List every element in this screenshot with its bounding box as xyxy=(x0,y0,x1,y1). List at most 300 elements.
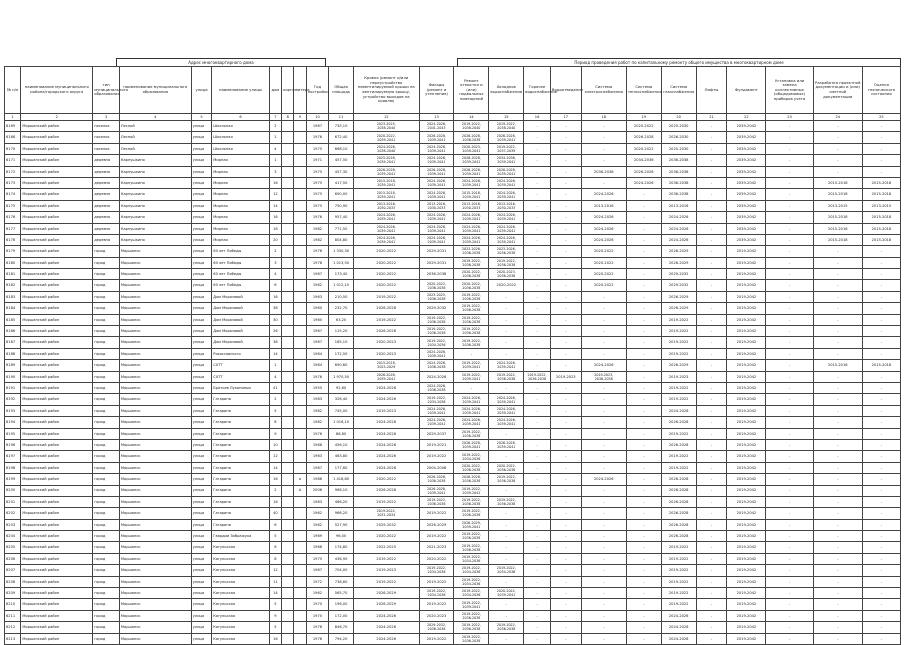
table-cell: Карпушкино xyxy=(119,223,191,234)
column-header-23: Установка или замена коллективных (общедомовых) приборов учета xyxy=(766,67,813,114)
table-cell: - xyxy=(524,542,551,553)
table-cell: 2019-2022 xyxy=(661,553,696,564)
table-cell xyxy=(282,599,294,610)
table-cell: - xyxy=(766,553,813,564)
table-cell: 2 xyxy=(269,394,281,405)
table-cell: - xyxy=(489,348,524,359)
table-cell xyxy=(282,496,294,507)
table-cell xyxy=(294,234,306,245)
table-cell: - xyxy=(489,485,524,496)
table-cell: - xyxy=(626,553,661,564)
table-cell: 2020-2022, 2039-2041 xyxy=(489,588,524,599)
table-cell xyxy=(294,565,306,576)
table-cell: 174,80 xyxy=(329,542,354,553)
table-cell: - xyxy=(696,177,727,188)
table-cell: 6 xyxy=(269,280,281,291)
table-cell: - xyxy=(550,622,581,633)
table-cell: 6183 xyxy=(5,291,21,302)
table-cell: Гагарина xyxy=(212,474,269,485)
table-cell: - xyxy=(581,394,626,405)
table-cell: 2039-2042 xyxy=(727,121,766,132)
column-number-19: 19 xyxy=(626,114,661,121)
table-cell: 1967 xyxy=(306,121,329,132)
table-cell: 6170 xyxy=(5,143,21,154)
table-cell: 16 xyxy=(269,496,281,507)
table-cell: 2019-2042 xyxy=(727,280,766,291)
table-cell: 2024-2026, 2039-2041 xyxy=(489,417,524,428)
table-cell: - xyxy=(581,531,626,542)
table-cell xyxy=(282,246,294,257)
table-cell: 2029-2032, 2036-2038 xyxy=(419,622,454,633)
table-cell: 1970 xyxy=(306,610,329,621)
table-cell: Школьная xyxy=(212,132,269,143)
table-cell: 2039-2042 xyxy=(727,189,766,200)
table-cell: 2019-2022 xyxy=(661,542,696,553)
table-cell xyxy=(282,474,294,485)
table-cell: 2024-2026, 2039-2041 xyxy=(489,394,524,405)
table-cell: 2019-2023, 2036-2038 xyxy=(581,371,626,382)
table-cell: 2019-2042 xyxy=(727,462,766,473)
works-band: Период проведения работ по капитальному ремонту общего имущества в многоквартирном доме xyxy=(457,58,901,66)
table-cell: - xyxy=(626,428,661,439)
table-row xyxy=(5,200,901,211)
table-cell: 2026-2028, 2039-2041 xyxy=(353,166,419,177)
table-cell: 2020-2023 xyxy=(419,610,454,621)
table-cell: - xyxy=(626,485,661,496)
table-cell: улица xyxy=(191,257,212,268)
table-row xyxy=(5,223,901,234)
table-cell: - xyxy=(766,565,813,576)
table-cell: Дом Морозовой xyxy=(212,337,269,348)
table-cell: Карпушкино xyxy=(119,189,191,200)
table-cell xyxy=(282,553,294,564)
table-cell: - xyxy=(766,382,813,393)
table-cell: город xyxy=(93,291,120,302)
table-cell: - xyxy=(813,132,862,143)
table-cell: 1970 xyxy=(306,599,329,610)
table-cell xyxy=(282,314,294,325)
table-cell: - xyxy=(581,496,626,507)
table-cell: - xyxy=(862,337,900,348)
table-cell: 2019-2022 xyxy=(661,326,696,337)
table-cell: улица xyxy=(191,553,212,564)
table-cell: 6194 xyxy=(5,417,21,428)
column-header-4: наименование муниципального образования xyxy=(119,67,191,114)
table-cell: 1986 xyxy=(306,474,329,485)
table-cell: - xyxy=(626,394,661,405)
table-row xyxy=(5,132,901,143)
table-cell: 2019-2042 xyxy=(727,610,766,621)
table-cell: 2024-2026, 2039-2041 xyxy=(454,417,489,428)
table-cell: - xyxy=(766,143,813,154)
table-cell: - xyxy=(550,542,581,553)
table-cell: Моршанск xyxy=(119,417,191,428)
table-cell: 2019-2042 xyxy=(727,326,766,337)
table-cell: - xyxy=(524,132,551,143)
table-cell: 1976 xyxy=(306,428,329,439)
table-cell: улица xyxy=(191,371,212,382)
table-cell: 1969 xyxy=(306,531,329,542)
table-cell xyxy=(294,519,306,530)
table-cell: 2024-2026 xyxy=(353,417,419,428)
table-cell: Моршанский район xyxy=(21,257,93,268)
table-cell: 2020-2023, 2039-2041 xyxy=(454,143,489,154)
table-cell xyxy=(294,622,306,633)
table-cell: 2029-2032 xyxy=(661,280,696,291)
table-cell: - xyxy=(550,610,581,621)
table-cell: - xyxy=(524,246,551,257)
table-cell: - xyxy=(550,588,581,599)
table-cell: - xyxy=(626,622,661,633)
table-cell: 6208 xyxy=(5,576,21,587)
table-cell: Моршанский район xyxy=(21,212,93,223)
table-cell: - xyxy=(766,200,813,211)
table-cell: Лесной xyxy=(119,121,191,132)
table-cell: 2024-2026, 2039-2041 xyxy=(489,189,524,200)
table-cell: - xyxy=(766,428,813,439)
table-cell: - xyxy=(766,576,813,587)
column-header-12: Кровля (ремонт и/или переустройство невентилируемой крыши на вентилируемую крышу, устройство выходов на кровлю) xyxy=(353,67,419,114)
table-cell: - xyxy=(766,508,813,519)
table-cell: город xyxy=(93,428,120,439)
table-cell: 2020-2023 xyxy=(353,337,419,348)
table-cell: - xyxy=(524,633,551,644)
table-cell: 2026-2028 xyxy=(626,132,661,143)
table-cell: 2019-2022 xyxy=(419,531,454,542)
table-cell: улица xyxy=(191,474,212,485)
table-cell: 1964 xyxy=(306,348,329,359)
table-cell: 6190 xyxy=(5,371,21,382)
table-cell: 2024-2026 xyxy=(661,622,696,633)
table-cell: - xyxy=(524,565,551,576)
table-cell: Моршанский район xyxy=(21,360,93,371)
table-cell: - xyxy=(696,166,727,177)
table-cell: - xyxy=(696,280,727,291)
table-cell: деревня xyxy=(93,155,120,166)
table-cell: 2015-2018 xyxy=(813,223,862,234)
table-cell: 2026-2029 xyxy=(661,257,696,268)
table-cell: - xyxy=(581,348,626,359)
table-cell: 846,70 xyxy=(329,622,354,633)
table-cell: 1987 xyxy=(306,462,329,473)
table-cell: - xyxy=(581,405,626,416)
table-row xyxy=(5,531,901,542)
table-cell: 2019-2022 xyxy=(661,394,696,405)
table-cell: - xyxy=(696,326,727,337)
table-cell: 2019-2022, 2039-2041 xyxy=(454,371,489,382)
table-cell: 3 xyxy=(269,257,281,268)
table-cell: Моршанск xyxy=(119,599,191,610)
table-cell: 2019-2022, 2036-2038 xyxy=(454,428,489,439)
column-number-9: 9 xyxy=(294,114,306,121)
table-cell xyxy=(282,633,294,644)
table-cell: 6200 xyxy=(5,485,21,496)
table-cell: - xyxy=(766,610,813,621)
table-cell xyxy=(282,326,294,337)
table-cell: 173,40 xyxy=(329,269,354,280)
table-cell: - xyxy=(696,121,727,132)
table-cell: - xyxy=(696,371,727,382)
table-cell: 18 xyxy=(269,223,281,234)
table-cell: 2024-2026, 2039-2041 xyxy=(419,189,454,200)
table-cell: Кагульская xyxy=(212,588,269,599)
table-cell xyxy=(294,508,306,519)
table-cell xyxy=(294,121,306,132)
table-cell: Моршанский район xyxy=(21,622,93,633)
column-header-24: Разработка проектной документации и (или) сметной документации xyxy=(813,67,862,114)
table-cell: 2019-2022, 2034-2036 xyxy=(454,576,489,587)
table-cell: 2026-2028, 2039-2041 xyxy=(419,166,454,177)
table-cell: - xyxy=(766,496,813,507)
table-cell: 4 xyxy=(269,269,281,280)
table-cell: 2020-2022, 2036-2038 xyxy=(454,269,489,280)
table-cell: - xyxy=(862,485,900,496)
table-cell: - xyxy=(524,303,551,314)
table-cell: - xyxy=(766,246,813,257)
table-cell: - xyxy=(489,291,524,302)
table-cell: 172,50 xyxy=(329,348,354,359)
table-cell: - xyxy=(862,508,900,519)
table-cell: 2024-2026, 2039-2041 xyxy=(489,405,524,416)
table-cell: - xyxy=(550,223,581,234)
table-cell: 2013-2016 xyxy=(661,200,696,211)
table-cell: Моршанск xyxy=(119,508,191,519)
table-cell: 2019-2022 xyxy=(661,428,696,439)
table-cell: 2026-2028, 2039-2041 xyxy=(419,132,454,143)
table-cell: - xyxy=(766,542,813,553)
table-cell: - xyxy=(766,177,813,188)
table-cell: - xyxy=(766,337,813,348)
column-number-22: 22 xyxy=(727,114,766,121)
table-cell: - xyxy=(696,234,727,245)
table-cell: Моршанск xyxy=(119,337,191,348)
table-cell: - xyxy=(696,246,727,257)
table-cell: 2019-2042 xyxy=(727,553,766,564)
table-cell: Гагарина xyxy=(212,405,269,416)
table-cell: 2015-2018, 2039-2041 xyxy=(454,189,489,200)
table-cell: - xyxy=(626,382,661,393)
table-cell: улица xyxy=(191,508,212,519)
table-cell: 210,50 xyxy=(329,291,354,302)
table-cell: - xyxy=(696,542,727,553)
table-cell: 2024-2026 xyxy=(353,610,419,621)
table-cell: 2020-2022 xyxy=(489,280,524,291)
table-cell: 14 xyxy=(269,200,281,211)
table-cell: - xyxy=(524,405,551,416)
table-cell: - xyxy=(524,576,551,587)
table-cell: Моршанский район xyxy=(21,462,93,473)
table-cell: - xyxy=(626,269,661,280)
table-cell: - xyxy=(862,269,900,280)
table-cell: 2015-2018 xyxy=(862,223,900,234)
table-cell: город xyxy=(93,360,120,371)
table-cell: - xyxy=(696,462,727,473)
table-cell: улица xyxy=(191,166,212,177)
table-cell: 38 xyxy=(269,337,281,348)
table-cell xyxy=(282,531,294,542)
column-number-24: 24 xyxy=(813,114,862,121)
table-cell: 172,00 xyxy=(329,610,354,621)
table-cell: - xyxy=(766,394,813,405)
table-cell: 2026-2028, 2039-2041 xyxy=(454,166,489,177)
table-cell: 2034-2036 xyxy=(626,155,661,166)
table-cell: - xyxy=(524,508,551,519)
table-cell: - xyxy=(862,474,900,485)
table-cell: - xyxy=(626,212,661,223)
table-cell: улица xyxy=(191,588,212,599)
table-cell xyxy=(294,462,306,473)
table-cell: город xyxy=(93,485,120,496)
table-cell: - xyxy=(862,371,900,382)
table-cell: - xyxy=(626,189,661,200)
table-cell xyxy=(282,565,294,576)
table-cell: - xyxy=(626,337,661,348)
table-cell: Лесной xyxy=(119,143,191,154)
table-cell: - xyxy=(626,496,661,507)
table-cell: - xyxy=(813,166,862,177)
table-cell: Моршанск xyxy=(119,314,191,325)
table-cell xyxy=(282,371,294,382)
table-row xyxy=(5,474,901,485)
table-cell: 2020-2022 xyxy=(353,246,419,257)
table-cell: улица xyxy=(191,531,212,542)
table-cell: - xyxy=(626,417,661,428)
table-cell: - xyxy=(766,291,813,302)
table-cell: 804,80 xyxy=(329,234,354,245)
table-cell: - xyxy=(489,451,524,462)
table-cell: Моршанск xyxy=(119,291,191,302)
table-cell: 2024-2026, 2039-2041 xyxy=(353,212,419,223)
table-cell: а xyxy=(294,474,306,485)
table-cell: 2019-2022, 2036-2038 xyxy=(454,303,489,314)
table-cell: 2019-2022 xyxy=(661,314,696,325)
table-cell: 2020-2022, 2036-2038 xyxy=(419,280,454,291)
table-cell: - xyxy=(581,508,626,519)
table-cell: - xyxy=(489,337,524,348)
table-cell: - xyxy=(626,234,661,245)
table-cell: улица xyxy=(191,360,212,371)
table-row xyxy=(5,326,901,337)
table-cell: - xyxy=(489,382,524,393)
table-cell: 2019-2022, 2034-2036 xyxy=(454,451,489,462)
table-cell: - xyxy=(581,553,626,564)
table-cell: 1967 xyxy=(306,269,329,280)
table-cell: 14 xyxy=(269,462,281,473)
table-cell: 1 xyxy=(269,360,281,371)
table-cell: Гагарина xyxy=(212,508,269,519)
table-cell: 6181 xyxy=(5,269,21,280)
table-cell: - xyxy=(813,474,862,485)
table-cell: город xyxy=(93,382,120,393)
table-cell: Моршанск xyxy=(119,565,191,576)
table-cell: 14 xyxy=(269,348,281,359)
table-cell: - xyxy=(581,121,626,132)
table-cell: город xyxy=(93,269,120,280)
table-cell: - xyxy=(696,588,727,599)
table-cell: СХТТ xyxy=(212,360,269,371)
table-cell: Дом Морозовой xyxy=(212,303,269,314)
table-cell xyxy=(294,371,306,382)
table-cell: - xyxy=(813,291,862,302)
table-cell: 2039-2042 xyxy=(727,223,766,234)
table-cell: 436,90 xyxy=(329,553,354,564)
table-cell: - xyxy=(766,417,813,428)
table-cell: Моршанский район xyxy=(21,371,93,382)
table-cell: 16 xyxy=(269,633,281,644)
table-cell: 2019-2022 xyxy=(419,508,454,519)
table-cell: - xyxy=(626,462,661,473)
table-cell: Моршанский район xyxy=(21,565,93,576)
table-cell: - xyxy=(813,633,862,644)
table-cell: - xyxy=(766,633,813,644)
table-cell: Гагарина xyxy=(212,417,269,428)
table-cell: - xyxy=(862,405,900,416)
table-cell: - xyxy=(813,542,862,553)
table-cell: Мирная xyxy=(212,166,269,177)
table-cell: - xyxy=(489,610,524,621)
table-cell: - xyxy=(581,462,626,473)
table-cell: 2004-2008 xyxy=(419,462,454,473)
table-cell: 2019-2022, 2036-2038 xyxy=(489,622,524,633)
table-cell: 6203 xyxy=(5,519,21,530)
table-cell xyxy=(282,234,294,245)
table-cell: - xyxy=(626,633,661,644)
table-cell: - xyxy=(696,633,727,644)
column-header-5: улица xyxy=(191,67,212,114)
table-cell: 6207 xyxy=(5,565,21,576)
table-cell: - xyxy=(766,257,813,268)
column-header-6: наименование улицы xyxy=(212,67,269,114)
table-cell: Моршанский район xyxy=(21,291,93,302)
table-cell: - xyxy=(550,348,581,359)
table-cell: СХТТ xyxy=(212,371,269,382)
table-cell: - xyxy=(581,382,626,393)
table-cell xyxy=(282,303,294,314)
column-header-14: Ремонт отмостки и (или) подвальных помещений xyxy=(454,67,489,114)
table-cell: - xyxy=(696,155,727,166)
table-cell: 2024-2026, 2039-2041 xyxy=(419,143,454,154)
table-cell: - xyxy=(524,234,551,245)
table-cell: улица xyxy=(191,462,212,473)
table-body xyxy=(5,121,901,645)
table-cell: 4 xyxy=(269,371,281,382)
table-cell: - xyxy=(581,303,626,314)
table-cell: 12 xyxy=(269,565,281,576)
table-cell: Гагарина xyxy=(212,519,269,530)
table-cell: 1976 xyxy=(306,212,329,223)
column-header-8: корпус xyxy=(282,67,294,114)
column-header-17: Водоотведение xyxy=(550,67,581,114)
table-cell: 2026-2028, 2039-2041 xyxy=(454,155,489,166)
table-cell xyxy=(282,257,294,268)
table-cell: - xyxy=(550,291,581,302)
table-cell: улица xyxy=(191,576,212,587)
table-cell xyxy=(294,143,306,154)
table-cell: - xyxy=(766,223,813,234)
table-cell: 2025-2030 xyxy=(661,143,696,154)
table-cell xyxy=(294,496,306,507)
table-cell: - xyxy=(524,212,551,223)
table-cell xyxy=(294,417,306,428)
table-cell: 2026-2028 xyxy=(353,485,419,496)
table-cell: 2019-2022 xyxy=(661,451,696,462)
table-cell: - xyxy=(696,519,727,530)
table-cell: Дом Морозовой xyxy=(212,326,269,337)
table-cell: 2024-2026, 2039-2041 xyxy=(353,223,419,234)
table-cell: Моршанск xyxy=(119,622,191,633)
table-cell: 1962 xyxy=(306,508,329,519)
table-cell: - xyxy=(550,360,581,371)
